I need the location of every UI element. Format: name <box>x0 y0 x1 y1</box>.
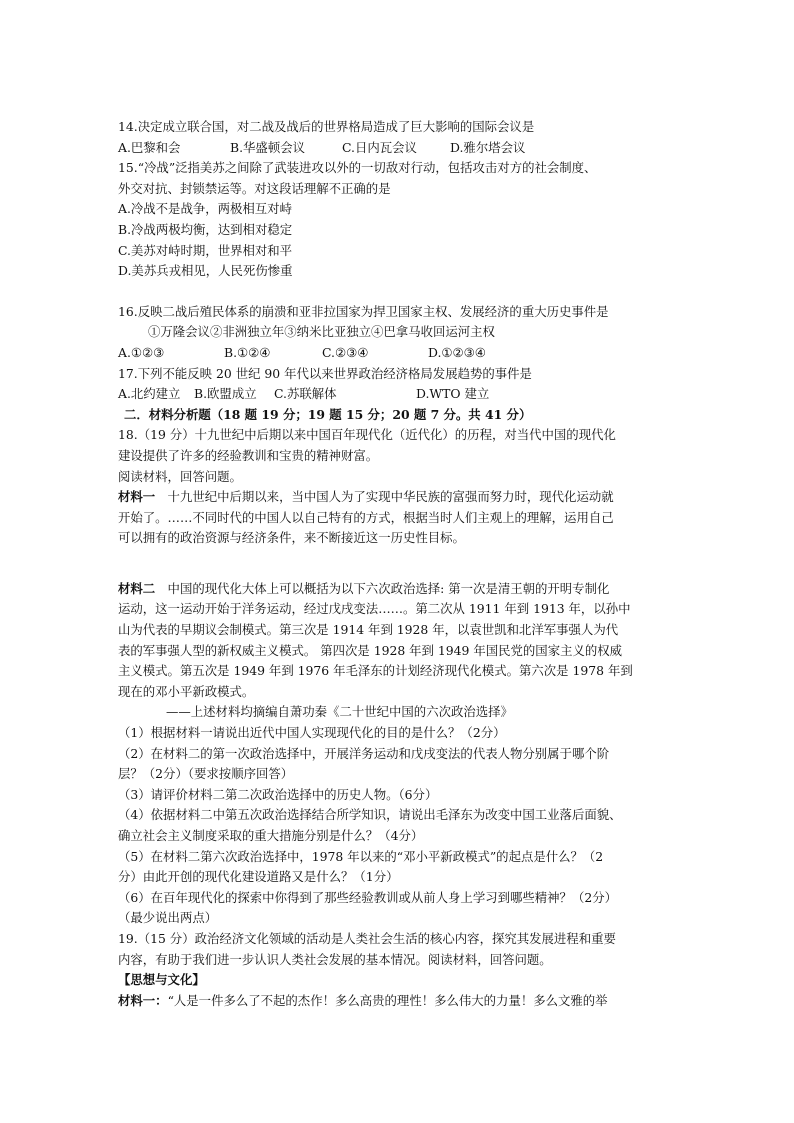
q17-option-a: A.北约建立 <box>118 386 181 402</box>
q15-option-d: D.美苏兵戎相见，人民死伤惨重 <box>118 263 293 279</box>
q19-material1-line1 <box>118 991 678 1012</box>
q14-option-b: B.华盛顿会议 <box>230 139 305 155</box>
q15-option-b: B.冷战两极均衡，达到相对稳定 <box>118 221 293 237</box>
q14-options <box>118 138 678 159</box>
q17-option-d: D.WTO 建立 <box>416 386 490 402</box>
q18-subquestion-4-line1: （4）依据材料二中第五次政治选择结合所学知识，请说出毛泽东为改变中国工业落后面貌、 <box>118 807 622 823</box>
q18-subquestion-5-line2: 分）由此开创的现代化建设道路又是什么？（1分） <box>118 869 399 885</box>
q14-option-c: C.日内瓦会议 <box>342 139 417 155</box>
q17-stem: 17.下列不能反映 20 世纪 90 年代以来世界政治经济格局发展趋势的事件是 <box>118 365 532 381</box>
q16-option-d: D.①②③④ <box>428 344 486 360</box>
q18-intro-line2: 建设提供了许多的经验教训和宝贵的精神财富。 <box>118 447 379 463</box>
spacer <box>118 282 678 302</box>
q18-subquestion-4-line2: 确立社会主义制度采取的重大措施分别是什么？（4分） <box>118 828 424 843</box>
q17-option-c: C.苏联解体 <box>274 386 337 402</box>
spacer <box>118 569 678 579</box>
exam-page <box>118 117 678 1011</box>
q18-material1-line3: 可以拥有的政治资源与经济条件，来不断接近这一历史性目标。 <box>118 530 465 546</box>
material1-label: 材料一 <box>118 489 156 505</box>
q18-subquestion-5-line1: （5）在材料二第六次政治选择中，1978 年以来的“邓小平新政模式”的起点是什么？（2 <box>118 848 604 864</box>
spacer <box>118 549 678 569</box>
q16-option-b: B.①②④ <box>224 344 271 360</box>
q16-options <box>118 343 678 364</box>
q19-material1-text: “人是一件多么了不起的杰作！多么高贵的理性！多么伟大的力量！多么文雅的举 <box>167 992 608 1008</box>
q16-option-c: C.②③④ <box>322 344 369 360</box>
q15-option-a: A.冷战不是战争，两极相互对峙 <box>118 201 292 217</box>
q18-subquestion-1: （1）根据材料一请说出近代中国人实现现代化的目的是什么？（2分） <box>118 725 506 741</box>
q18-material2-line3: 山为代表的早期议会制模式。第三次是 1914 年到 1928 年，以袁世凯和北洋军事强人为代 <box>118 622 619 638</box>
q18-material1-line1 <box>118 487 678 508</box>
section-2-heading: 二．材料分析题（18 题 19 分；19 题 15 分；20 题 7 分。共 41 分） <box>124 406 532 422</box>
q18-material2-line6: 现在的邓小平新政模式。 <box>118 683 255 699</box>
q18-subquestion-2-line1: （2）在材料二的第一次政治选择中，开展洋务运动和戊戌变法的代表人物分别属于哪个阶 <box>118 745 610 761</box>
q18-material2-line4: 表的军事强人型的新权威主义模式。 第四次是 1928 年到 1949 年国民党的国家主义的权威 <box>118 642 623 658</box>
q16-option-a: A.①②③ <box>118 344 165 360</box>
q18-subquestion-2-line2: 层？（2分）（要求按顺序回答） <box>118 766 294 782</box>
q14-stem: 14.决定成立联合国，对二战及战后的世界格局造成了巨大影响的国际会议是 <box>118 119 535 134</box>
q18-subquestion-6-line1: （6）在百年现代化的探索中你得到了那些经验教训或从前人身上学习到哪些精神？（2分） <box>118 889 618 905</box>
material1-text: 十九世纪中后期以来，当中国人为了实现中华民族的富强而努力时，现代化运动就 <box>155 489 614 505</box>
q18-material2-line1 <box>118 579 678 600</box>
q15-stem-line1: 15.“冷战”泛指美苏之间除了武装进攻以外的一切敌对行动，包括攻击对方的社会制度、 <box>118 160 597 176</box>
q16-stem: 16.反映二战后殖民体系的崩溃和亚非拉国家为捍卫国家主权、发展经济的重大历史事件是 <box>118 303 609 319</box>
q17-options <box>118 384 678 405</box>
q18-subquestion-3: （3）请评价材料二第二次政治选择中的历史人物。（6分） <box>118 786 438 802</box>
q18-read-instruction: 阅读材料，回答问题。 <box>118 468 242 484</box>
q18-subquestion-6-line2: （最少说出两点） <box>118 910 218 926</box>
q14-option-a: A.巴黎和会 <box>118 139 181 155</box>
q15-option-c: C.美苏对峙时期，世界相对和平 <box>118 242 293 258</box>
q14-option-d: D.雅尔塔会议 <box>450 139 526 155</box>
material2-label: 材料二 <box>118 580 156 596</box>
q19-material1-label: 材料一： <box>118 992 168 1008</box>
q18-citation: ——上述材料均摘编自萧功秦《二十世纪中国的六次政治选择》 <box>166 704 513 720</box>
material2-text: 中国的现代化大体上可以概括为以下六次政治选择: 第一次是清王朝的开明专制化 <box>155 580 610 596</box>
q18-material2-line5: 主义模式。第五次是 1949 年到 1976 年毛泽东的计划经济现代化模式。第六次是 1978 年到 <box>118 663 633 679</box>
q18-intro-line1: 18.（19 分）十九世纪中后期以来中国百年现代化（近代化）的历程，对当代中国的现代化 <box>118 427 616 443</box>
q15-stem-line2: 外交对抗、封锁禁运等。对这段话理解不正确的是 <box>118 180 391 196</box>
q17-option-b: B.欧盟成立 <box>194 386 257 402</box>
q18-material2-line2: 运动，这一运动开始于洋务运动，经过戊戌变法……。第二次从 1911 年到 1913 年，以孙中 <box>118 601 631 617</box>
q19-intro-line1: 19.（15 分）政治经济文化领域的活动是人类社会生活的核心内容，探究其发展进程和重要 <box>118 930 616 946</box>
q19-intro-line2: 内容，有助于我们进一步认识人类社会发展的基本情况。阅读材料，回答问题。 <box>118 951 552 967</box>
q18-material1-line2: 开始了。……不同时代的中国人以自己特有的方式，根据当时人们主观上的理解，运用自己 <box>118 509 614 525</box>
q19-heading: 【思想与文化】 <box>118 972 205 988</box>
q16-items: ①万隆会议②非洲独立年③纳米比亚独立④巴拿马收回运河主权 <box>148 324 495 340</box>
